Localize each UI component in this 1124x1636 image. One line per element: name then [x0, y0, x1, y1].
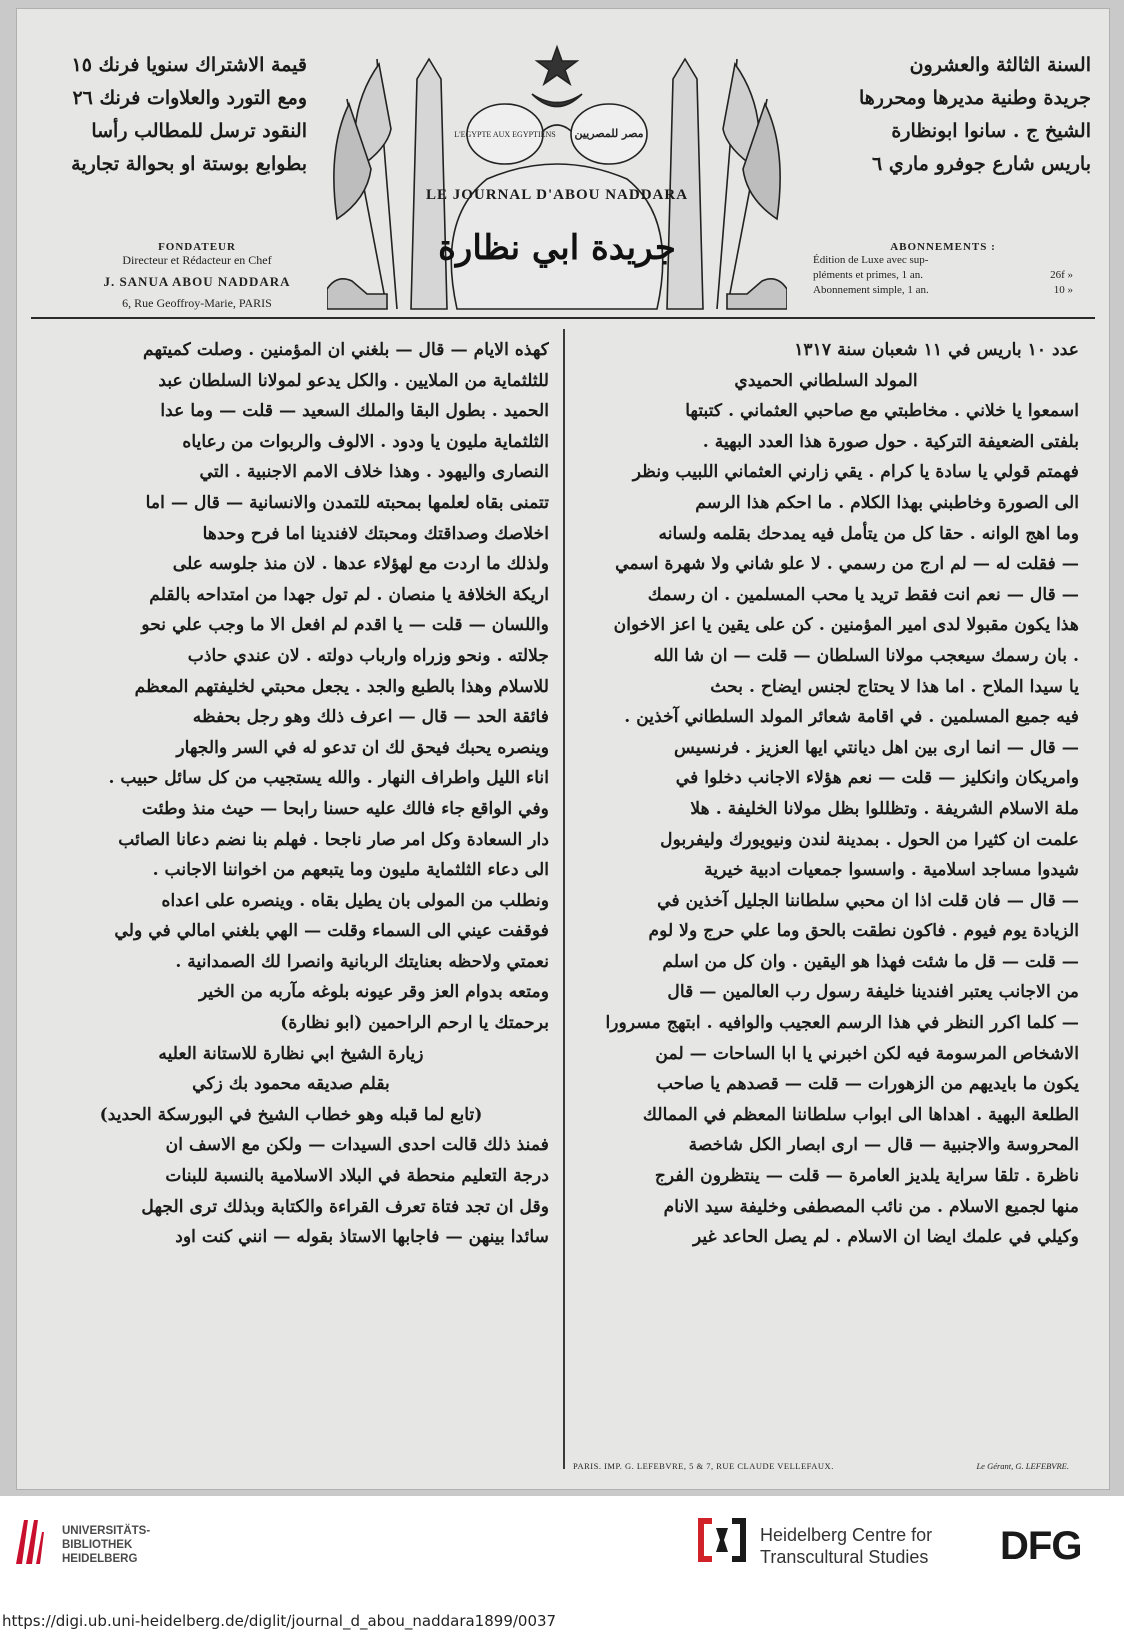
text-line: — فقلت له — لم ارج من رسمي . لا علو شاني ولا شهرة اسمي [615, 554, 1079, 575]
text-line: ناظرة . تلقا سراية يلديز العامرة — قلت — ينتظرون الفرج [654, 1166, 1079, 1187]
founder-block [57, 241, 337, 311]
luxe-edition-line1: Édition de Luxe avec sup- [813, 254, 929, 266]
text-line: نعمتي ولاحظه بعنايتك الربانية وانصرا لك الصمدانية . [175, 951, 549, 972]
text-line: يا سيدا الملاح . اما هذا لا يحتاج لجنس ايضاح . بحث [710, 676, 1079, 697]
ub-heidelberg-icon [14, 1518, 44, 1566]
masthead-left-line: النقود ترسل للمطالب رأسا [91, 120, 307, 142]
text-line: الحميد . بطول البقا والملك السعيد — قلت — وما عدا [160, 401, 549, 422]
text-line: هذا يكون مقبولا لدى امير المؤمنين . كن على يقين يا اعز الاخوان [613, 615, 1079, 636]
sphinx-right [727, 279, 787, 309]
institution-footer [0, 1496, 1124, 1602]
masthead-right-line: السنة الثالثة والعشرون [909, 54, 1091, 76]
text-line: وامريكان وانكليز — قلت — نعم هؤلاء الاجانب دخلوا في [675, 768, 1079, 789]
text-line: واللسان — قلت — يا اقدم لم افعل الا ما وجب علي نحو [141, 615, 549, 636]
text-line: اناء الليل واطراف النهار . والله يستجيب من كل سائل حبيب . [108, 768, 549, 789]
text-line: ملة الاسلام الشريفة . وتظللوا بظل مولانا الخليفة . هلا [690, 798, 1079, 819]
text-line: جلالته . ونحو وزراه وارباب دولته . لان عندي حاذب [187, 645, 549, 666]
text-line: سائدا بينهن — فاجابها الاستاذ بقوله — انني كنت اود [175, 1227, 549, 1248]
text-line: كهذه الايام — قال — بلغني ان المؤمنين . وصلت كميتهم [143, 340, 549, 360]
text-line: وقل ان تجد فتاة تعرف القراءة والكتابة وبذلك ترى الجهل [141, 1196, 549, 1217]
text-line: — قال — انما ارى بين اهل ديانتي ايها العزيز . فرنسيس [674, 737, 1079, 758]
text-line: — قلت — قل ما شئت فهذا هو اليقين . وان كل من اسلم [662, 951, 1079, 972]
printer-imprint: PARIS. IMP. G. LEFEBVRE, 5 & 7, RUE CLAUDE VELLEFAUX. [573, 1461, 834, 1471]
text-line: الى دعاء الثلثماية مليون وما يتبعهم من اخواننا الاجانب . [152, 860, 549, 881]
text-line: فائقة الحد — قال — اعرف ذلك وهو رجل بحفظه [192, 707, 549, 728]
text-line: بلفتى الضعيفة التركية . حول صورة هذا العدد البهية . [702, 431, 1079, 452]
obelisk-right [667, 59, 703, 309]
hcts-text: Heidelberg Centre for Transcultural Studies [760, 1525, 933, 1567]
text-line: وما اهج الوانه . حقا كل من يتأمل فيه يمدحك بقلمه ولسانه [658, 523, 1079, 544]
sphinx-left [327, 279, 387, 309]
subscriptions-block [813, 241, 1073, 298]
text-line: ونطلب من المولى بان يطيل بقاه . وينصره على اعداه [161, 890, 549, 911]
text-line: اريكة الخلافة يا منصان . لم تول جهدا من امتداحه بالقلم [149, 584, 549, 605]
luxe-edition-line2: pléments et primes, 1 an. [813, 269, 923, 281]
text-line: وفي الواقع جاء فالك عليه حسنا رابحا — حيث منذ وطئت [141, 798, 549, 819]
text-line: الى الصورة وخاطبني بهذا الكلام . ما احكم هذا الرسم [695, 492, 1079, 513]
masthead-right-line: باريس شارع جوفرو ماري ٦ [872, 153, 1091, 175]
section-byline: بقلم صديقه محمود بك زكي [192, 1074, 390, 1095]
star [537, 47, 577, 84]
text-line: منها لجميع الاسلام . من نائب المصطفى وخليفة سيد الانام [663, 1196, 1079, 1217]
article-title: المولد السلطاني الحميدي [734, 370, 918, 391]
text-line: للاسلام وهذا بالطبع والجد . يجعل محبتي لخليفتهم المعظم [134, 676, 549, 697]
masthead-right-line: الشيخ ج . سانوا ابونظارة [891, 120, 1091, 142]
page-url[interactable]: https://digi.ub.uni-heidelberg.de/diglit/journal_d_abou_naddara1899/0037 [2, 1612, 557, 1630]
hcts-logo[interactable] [694, 1514, 933, 1570]
text-line: تتمنى بقاه لعلمها بمحبته للتمدن والانسانية — قال — اما [145, 492, 549, 513]
text-line: شيدوا مساجد اسلامية . واسسوا جمعيات ادبية خيرية [704, 860, 1079, 881]
text-line: الاشخاص المرسومة فيه لكن اخبرني يا ابا الساحات — لمن [655, 1043, 1079, 1064]
journal-title-latin: LE JOURNAL D'ABOU NADDARA [425, 187, 689, 203]
column-separator [563, 329, 565, 1469]
dfg-logo[interactable]: DFG [1000, 1524, 1082, 1568]
gerant-imprint: Le Gérant, G. LEFEBVRE. [976, 1461, 1069, 1471]
newspaper-page [16, 8, 1110, 1490]
text-line: فوقفت عيني الى السماء وقلت — الهي بلغني امالي في ولي [114, 921, 549, 942]
masthead [17, 9, 1109, 327]
hcts-icon [694, 1514, 750, 1566]
masthead-left-line: ومع التورد والعلاوات فرنك ٢٦ [72, 87, 307, 109]
imprint [573, 1453, 1079, 1477]
text-line: للثلثماية من الملايين . والكل يدعو لمولانا السلطان عبد [158, 370, 549, 391]
founder-label: FONDATEUR [158, 241, 236, 253]
masthead-emblem [327, 19, 787, 319]
text-line: النصارى واليهود . وهذا خلاف الامم الاجنبية . التي [199, 462, 549, 483]
issue-dateline: عدد ١٠ باريس في ١١ شعبان سنة ١٣١٧ [794, 340, 1079, 360]
text-line: — قال — نعم انت فقط تريد يا محب المسلمين . ان رسمك [647, 584, 1079, 605]
text-line: الزيادة يوم فيوم . فاكون نطقت بالحق وما علي حرج ولا لوم [648, 921, 1079, 942]
subscriptions-label: ABONNEMENTS : [890, 241, 996, 253]
founder-name: J. SANUA ABOU NADDARA [103, 274, 291, 289]
subscription-price-block [37, 49, 307, 181]
founder-role: Directeur et Rédacteur en Chef [122, 253, 272, 267]
text-line: وينصره يحبك فيحق لك ان تدعو له في السر والجهار [176, 737, 549, 758]
obelisk-left [411, 59, 447, 309]
founder-address: 6, Rue Geoffroy-Marie, PARIS [122, 296, 272, 310]
url-bar [0, 1602, 1124, 1636]
text-line: ولذلك ما اردت مع لهؤلاء عدها . لان منذ جلوسه على [172, 554, 549, 575]
luxe-edition-price: 26f » [1050, 269, 1073, 281]
section-title: زيارة الشيخ ابي نظارة للاستانة العليه [158, 1043, 424, 1064]
section-subtitle: (تابع لما قبله وهو خطاب الشيخ في البورسكة الحديد) [99, 1104, 483, 1125]
text-line: الثلثماية مليون يا ودود . الالوف والربوات من رعاياه [182, 431, 549, 452]
text-line: — قال — فان قلت اذا ان محبي سلطاننا الجليل آخذين في [657, 890, 1079, 911]
journal-title-arabic: جريدة ابي نظارة [438, 228, 676, 268]
text-line: ومتعه بدوام العز وقر عيونه بلوغه مآربه من الخير [198, 982, 549, 1003]
crescent [532, 94, 582, 107]
text-line: . بان رسمك سيعجب مولانا السلطان — قلت — ان شا الله [653, 645, 1079, 666]
right-column [573, 335, 1079, 1445]
text-line: وكيلي في علمك ايضا ان الاسلام . لم يصل الحاعد غير [692, 1227, 1079, 1248]
text-line: المحروسة والاجنبية — قال — ارى ابصار الكل شاخصة [688, 1135, 1079, 1156]
simple-subscription-price: 10 » [1053, 284, 1073, 296]
text-line: — كلما اكرر النظر في هذا الرسم العجيب والوافيه . ابتهج مسرورا [605, 1013, 1079, 1034]
publication-info-block [791, 49, 1091, 181]
masthead-right-line: جريدة وطنية مديرها ومحررها [858, 87, 1091, 109]
text-line: من الاجانب يعتبر افندينا خليفة رسول رب العالمين — قال [667, 982, 1079, 1003]
text-line: علمت ان كثيرا من الحول . بمدينة لندن ونيويورك وليفربول [660, 829, 1079, 850]
text-line: اسمعوا يا خلاني . مخاطبتي مع صاحبي العثماني . كتبتها [685, 401, 1079, 422]
text-line: اخلاصك وصداقتك ومحبتك لافندينا اما فرح وحدها [202, 523, 549, 544]
text-line: درجة التعليم منحطة في البلاد الاسلامية بالنسبة للبنات [165, 1166, 549, 1187]
text-line: يكون ما بايديهم من الزهورات — قلت — قصدهم يا صاحب [656, 1074, 1079, 1095]
text-line: فيه جميع المسلمين . في اقامة شعائر المولد السلطاني آخذين . [624, 707, 1079, 728]
text-line: الطلعة البهية . اهداها الى ابواب سلطاننا المعظم في الممالك [642, 1104, 1079, 1125]
ub-heidelberg-logo[interactable] [14, 1518, 151, 1570]
text-line: دار السعادة وكل امر صار ناجحا . فهلم بنا نضم دعانا الصائب [118, 829, 549, 850]
signature-line: برحمتك يا ارحم الراحمين (ابو نظارة) [280, 1013, 549, 1034]
text-line: فهمتم قولي يا سادة يا كرام . يقي زارني العثماني اللبيب ونظر [632, 462, 1079, 483]
simple-subscription-line: Abonnement simple, 1 an. [813, 284, 929, 296]
lens-right-text: مصر للمصريين [574, 127, 644, 140]
ub-heidelberg-text: UNIVERSITÄTS- BIBLIOTHEK HEIDELBERG [62, 1525, 151, 1565]
masthead-rule [31, 317, 1095, 319]
masthead-left-line: بطوابع بوستة او بحوالة تجارية [71, 153, 307, 175]
left-column [33, 335, 549, 1445]
text-line: فمنذ ذلك قالت احدى السيدات — ولكن مع الاسف ان [165, 1135, 549, 1156]
lens-left-text: L'EGYPTE AUX EGYPTIENS [454, 130, 556, 139]
masthead-left-line: قيمة الاشتراك سنويا فرنك ١٥ [71, 54, 307, 76]
